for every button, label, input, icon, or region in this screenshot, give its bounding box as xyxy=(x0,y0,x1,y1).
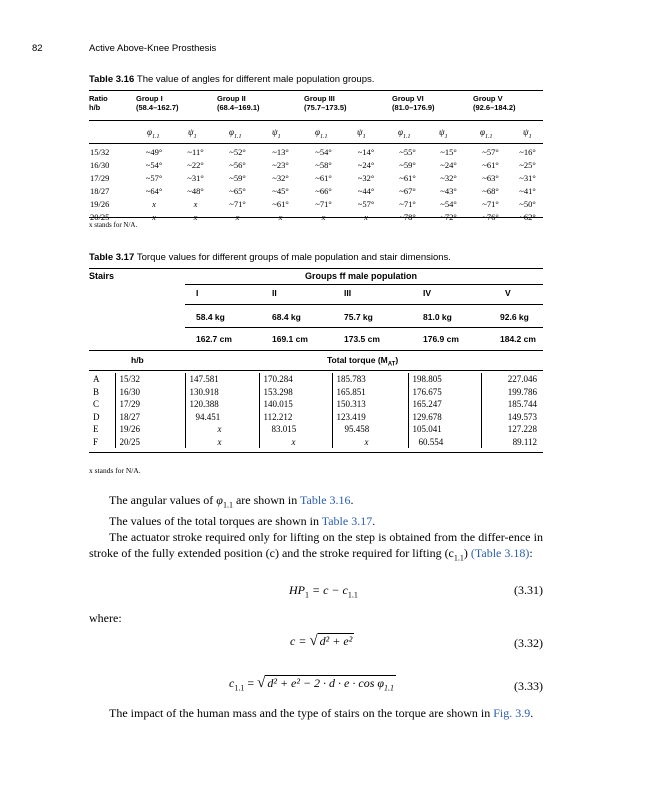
table-row: 16/30 ~54° ~22° ~56° ~23° ~58° ~24° ~59° ~24° ~61° ~25° xyxy=(90,159,536,170)
running-title: Active Above-Knee Prosthesis xyxy=(89,43,217,54)
sqrt-icon: √ xyxy=(257,675,266,691)
table-3-16-caption xyxy=(89,74,374,85)
table-title: The value of angles for different male population groups. xyxy=(136,74,375,85)
subheader-rule xyxy=(89,143,543,144)
table-3-17-caption xyxy=(89,252,451,263)
table-3-17-link[interactable]: Table 3.17 xyxy=(321,514,373,529)
table-3-16-link[interactable]: Table 3.16 xyxy=(300,493,351,507)
table-row: 15/32 ~49° ~11° ~52° ~13° ~54° ~14° ~55° ~15° ~57° ~16° xyxy=(90,146,536,157)
header-rule xyxy=(89,120,543,121)
equation-number: (3.31) xyxy=(514,583,543,597)
table-row: 19/26 x x ~71° ~61° ~71° ~57° ~71° ~54° ~71° ~50° xyxy=(90,198,536,209)
table-row: A 15/32 147.581 170.284 185.783 198.805 227.046 xyxy=(89,373,543,386)
equation-3-32: c = √ d² + e² xyxy=(290,633,353,649)
page-number: 82 xyxy=(32,43,43,54)
table-row: F 20/25 x x x 60.554 89.112 xyxy=(89,436,543,449)
table-row: E 19/26 x 83.015 95.458 105.041 127.228 xyxy=(89,423,543,436)
sqrt-icon: √ xyxy=(309,633,318,649)
table-row: C 17/29 120.388 140.015 150.313 165.247 185.744 xyxy=(89,398,543,411)
paragraph: The values of the total torques are shown in Table 3.17. xyxy=(109,514,376,529)
table-label: Table 3.16 xyxy=(89,74,135,85)
table-title: Torque values for different groups of male population and stair dimensions. xyxy=(136,252,451,263)
table-3-16-footnote: x stands for N/A. xyxy=(89,221,138,229)
torque-header: Total torque $(M_{AT})$ xyxy=(327,355,399,368)
paragraph: The impact of the human mass and the type of stairs on the torque are shown in Fig. 3.9. xyxy=(109,706,534,720)
group-header-4: Group VI (81.0–176.9) xyxy=(392,94,435,112)
equation-number: (3.33) xyxy=(514,679,543,693)
table-row: 18/27 ~64° ~48° ~65° ~45° ~66° ~44° ~67° ~43° ~68° ~41° xyxy=(90,185,536,196)
group-header-5: Group V (92.6–184.2) xyxy=(473,94,516,112)
rule xyxy=(185,284,543,285)
groups-header: Groups ff male population xyxy=(305,271,417,281)
group-header-2: Group II (68.4–169.1) xyxy=(217,94,260,112)
table-label: Table 3.17 xyxy=(89,252,135,263)
table-row: D 18/27 94.451 112.212 123.419 129.678 149.573 xyxy=(89,411,543,424)
equation-number: (3.32) xyxy=(514,636,543,650)
table-top-rule xyxy=(89,268,543,269)
equation-3-33: $c_{1.1}$ = √ $d^2 + e^2 - 2 \cdot d \cdot e \cdot \cos \varphi_{1.1}$ xyxy=(229,675,395,693)
table-bottom-rule xyxy=(89,452,543,453)
table-3-18-link[interactable]: (Table 3.18) xyxy=(470,546,530,561)
equation-3-31: $HP_1 = c - c_{1.1}$ xyxy=(289,583,358,600)
group-header-3: Group III (75.7–173.5) xyxy=(304,94,347,112)
table-bottom-rule xyxy=(89,217,543,218)
hb-header: h/b xyxy=(131,355,144,365)
where-label: where: xyxy=(89,611,122,625)
rule xyxy=(185,327,543,328)
group-numerals: I II III IV V xyxy=(196,288,511,298)
rule xyxy=(185,304,543,305)
ratio-header: Ratio h/b xyxy=(89,94,108,112)
paragraph: The angular values of $\varphi_{1.1}$ are shown in Table 3.16. xyxy=(109,493,354,510)
table-3-17-footnote: x stands for N/A. xyxy=(89,466,141,475)
stairs-header: Stairs xyxy=(89,271,115,281)
table-3-16-body xyxy=(89,145,543,223)
table-row: 20/25 x x x x x x ~78° ~72° ~76° ~62° xyxy=(90,211,536,222)
group-masses: 58.4 kg 68.4 kg 75.7 kg 81.0 kg 92.6 kg xyxy=(196,312,529,322)
body-paragraphs xyxy=(89,492,543,567)
group-heights: 162.7 cm 169.1 cm 173.5 cm 176.9 cm 184.2 cm xyxy=(196,334,536,344)
table-top-rule xyxy=(89,90,543,91)
angle-subheader: $\varphi_{1.1}$ $\psi_1$ $\varphi_{1.1}$ $\psi_1$ $\varphi_{1.1}$ $\psi_1$ $\varphi_{1.1}$ $\psi_1$ $\varphi_{1.1}$ $\psi_1$ xyxy=(147,127,532,140)
figure-3-9-link[interactable]: Fig. 3.9 xyxy=(493,706,531,720)
table-3-17-body xyxy=(89,373,543,448)
group-header-1: Group I (58.4–162.7) xyxy=(136,94,179,112)
rule xyxy=(89,370,543,371)
table-row: 17/29 ~57° ~31° ~59° ~32° ~61° ~32° ~61° ~32° ~63° ~31° xyxy=(90,172,536,183)
paragraph: The actuator stroke required only for lifting on the step is obtained from the differ-ence in stroke of the fully extended position (c) and the stroke required for lifting $(c_{1.1})$ (Table 3.18): xyxy=(89,530,543,563)
table-row: B 16/30 130.918 153.298 165.851 176.675 199.786 xyxy=(89,386,543,399)
rule xyxy=(89,350,543,351)
